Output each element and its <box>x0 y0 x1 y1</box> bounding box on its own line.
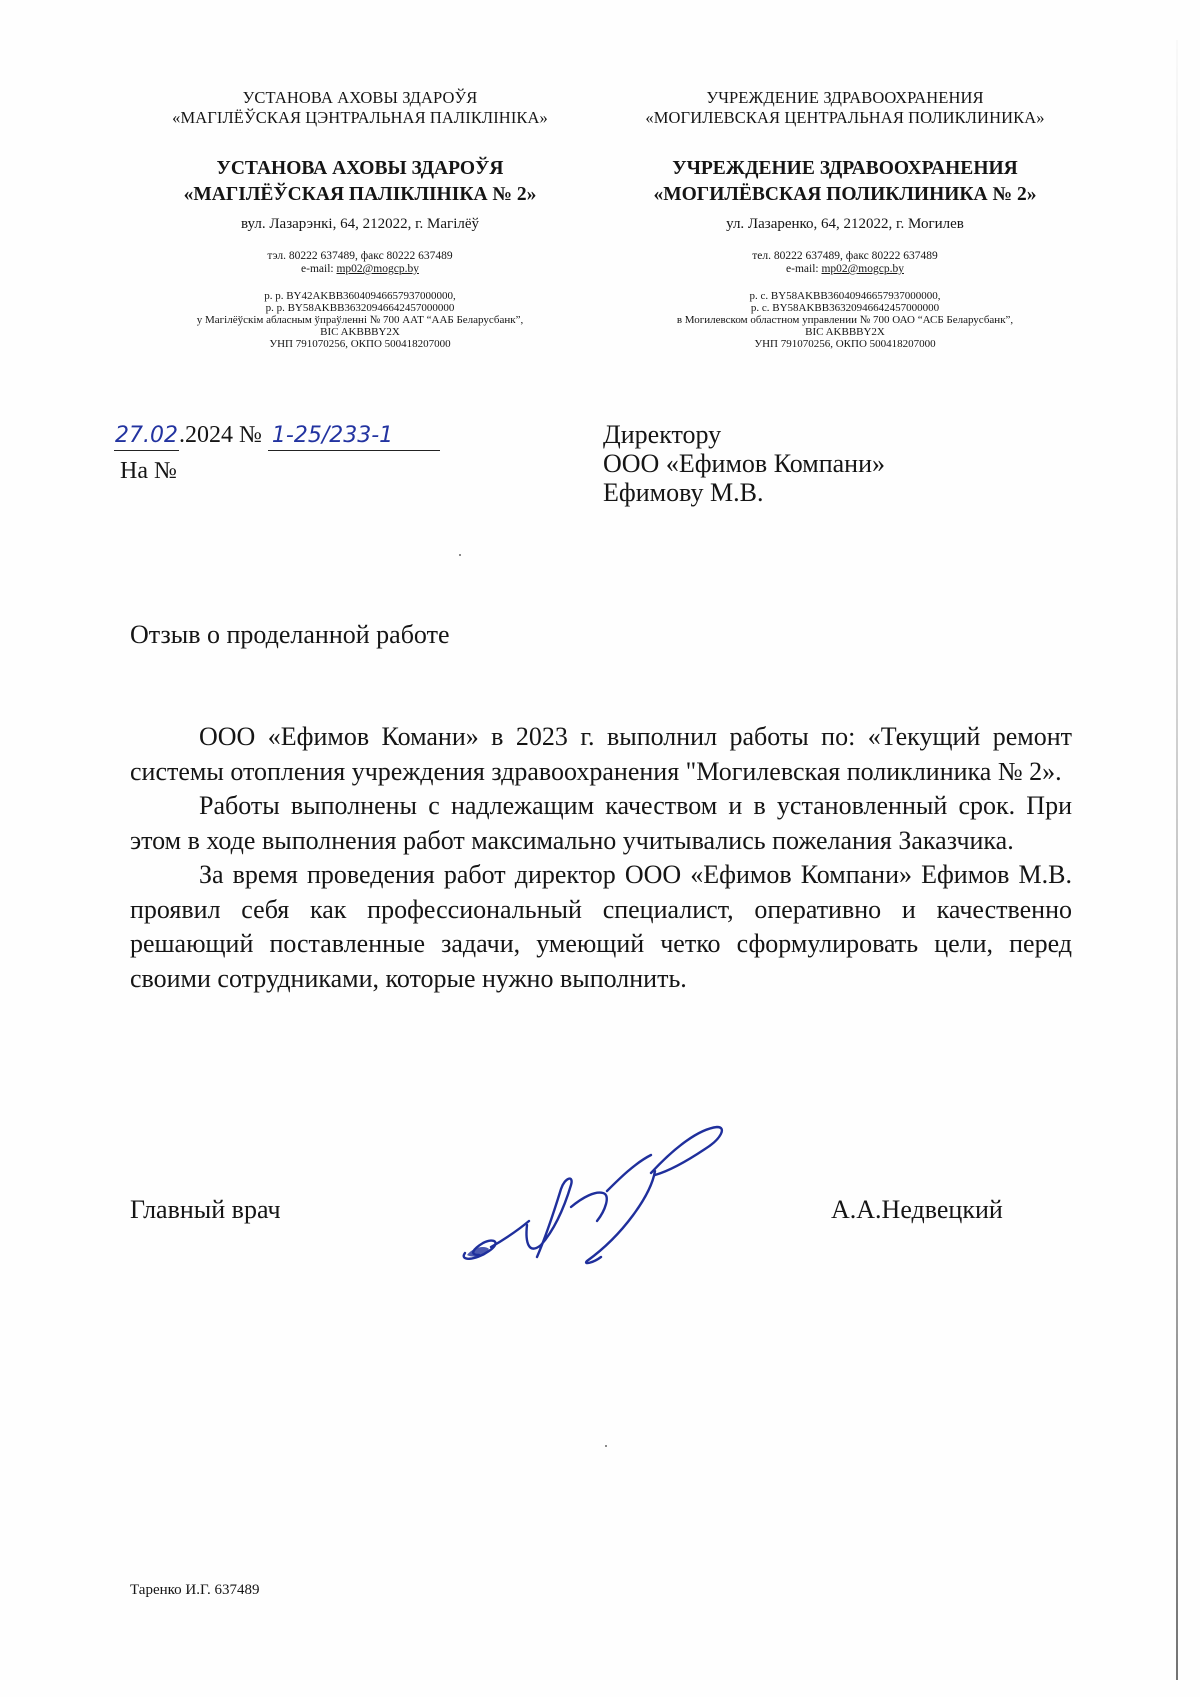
email-link-be[interactable]: mp02@mogcp.by <box>336 263 419 275</box>
body-paragraph-2: Работы выполнены с надлежащим качеством и в установленный срок. При этом в ходе выполнения работ максимально учитывались пожелания Заказчика. <box>130 791 1072 855</box>
email-link-ru[interactable]: mp02@mogcp.by <box>821 263 904 275</box>
letter-body <box>130 720 1072 996</box>
outgoing-reference <box>114 421 440 451</box>
org-name-be-line2: «МАГІЛЁЎСКАЯ ПАЛІКЛІНІКА № 2» <box>183 184 537 205</box>
handwritten-reference-number: 1-25/233-1 <box>268 422 440 451</box>
bank-line2-ru: р. с. BY58AKBB36320946642457000000 <box>750 302 940 314</box>
email-label-be: e-mail: <box>301 263 337 275</box>
org-contacts-be <box>130 250 590 276</box>
email-label-ru: e-mail: <box>786 263 822 275</box>
org-name-ru <box>603 156 1087 208</box>
handwritten-date: 27.02 <box>114 422 179 451</box>
parent-org-ru <box>603 88 1087 128</box>
signatory-name: А.А.Недвецкий <box>831 1195 1003 1224</box>
body-paragraph-1: ООО «Ефимов Комани» в 2023 г. выполнил работы по: «Текущий ремонт системы отопления учреждения здравоохранения "Могилевская поликлиника № 2». <box>130 722 1072 786</box>
org-email-be <box>130 263 590 276</box>
addressee-block <box>603 420 885 507</box>
body-paragraph-3: За время проведения работ директор ООО «Ефимов Компани» Ефимов М.В. проявил себя как профессиональный специалист, оперативно и качественно решающий поставленные задачи, умеющий четко сформулировать цели, перед своими сотрудниками, которые нужно выполнить. <box>130 860 1072 993</box>
bank-line5-ru: УНП 791070256, ОКПО 500418207000 <box>754 338 936 350</box>
bank-line2-be: р. р. BY58AKBB36320946642457000000 <box>265 302 455 314</box>
bank-line4-ru: BIC AKBBBY2X <box>805 326 885 338</box>
addressee-name: Ефимову М.В. <box>603 478 764 507</box>
parent-org-be-line1: УСТАНОВА АХОВЫ ЗДАРОЎЯ <box>242 88 478 107</box>
parent-org-ru-line2: «МОГИЛЕВСКАЯ ЦЕНТРАЛЬНАЯ ПОЛИКЛИНИКА» <box>645 108 1045 127</box>
letter-subject: Отзыв о проделанной работе <box>130 620 450 649</box>
addressee-position: Директору <box>603 420 722 449</box>
org-name-ru-line2: «МОГИЛЁВСКАЯ ПОЛИКЛИНИКА № 2» <box>653 184 1037 205</box>
org-email-ru <box>603 263 1087 276</box>
org-name-be <box>130 156 590 208</box>
bank-line4-be: BIC AKBBBY2X <box>320 326 400 338</box>
letterhead-belarusian <box>130 88 590 350</box>
in-reply-to-label: На № <box>120 458 177 484</box>
bank-line5-be: УНП 791070256, ОКПО 500418207000 <box>269 338 451 350</box>
bank-line1-ru: р. с. BY58AKBB36040946657937000000, <box>749 290 941 302</box>
org-address-ru: ул. Лазаренко, 64, 212022, г. Могилев <box>726 216 964 232</box>
parent-org-ru-line1: УЧРЕЖДЕНИЕ ЗДРАВООХРАНЕНИЯ <box>706 88 984 107</box>
scan-speck <box>459 554 461 556</box>
bank-line3-be: у Магілёўскім абласным ўпраўленні № 700 ААТ “ААБ Беларусбанк”, <box>196 314 524 326</box>
parent-org-be <box>130 88 590 128</box>
org-contacts-ru <box>603 250 1087 276</box>
letterhead-russian <box>603 88 1087 350</box>
handwritten-signature <box>455 1125 755 1270</box>
org-address-be: вул. Лазарэнкі, 64, 212022, г. Магілёў <box>240 216 480 232</box>
org-name-be-line1: УСТАНОВА АХОВЫ ЗДАРОЎЯ <box>216 158 504 179</box>
org-phone-ru: тел. 80222 637489, факс 80222 637489 <box>752 250 938 262</box>
org-bank-be <box>130 290 590 350</box>
bank-line1-be: р. р. BY42AKBB36040946657937000000, <box>264 290 456 302</box>
executor-info: Таренко И.Г. 637489 <box>130 1582 260 1598</box>
scan-edge <box>1176 40 1178 1680</box>
scan-speck <box>605 1445 607 1447</box>
signature-blot <box>467 1247 489 1257</box>
addressee-company: ООО «Ефимов Компани» <box>603 449 885 478</box>
org-phone-be: тэл. 80222 637489, факс 80222 637489 <box>267 250 453 262</box>
bank-line3-ru: в Могилевском областном управлении № 700 ОАО “АСБ Беларусбанк”, <box>676 314 1014 326</box>
parent-org-be-line2: «МАГІЛЁЎСКАЯ ЦЭНТРАЛЬНАЯ ПАЛІКЛІНІКА» <box>172 108 548 127</box>
org-bank-ru <box>603 290 1087 350</box>
reference-year-label: .2024 № <box>178 422 262 448</box>
signatory-title: Главный врач <box>130 1195 281 1224</box>
org-name-ru-line1: УЧРЕЖДЕНИЕ ЗДРАВООХРАНЕНИЯ <box>672 158 1018 179</box>
